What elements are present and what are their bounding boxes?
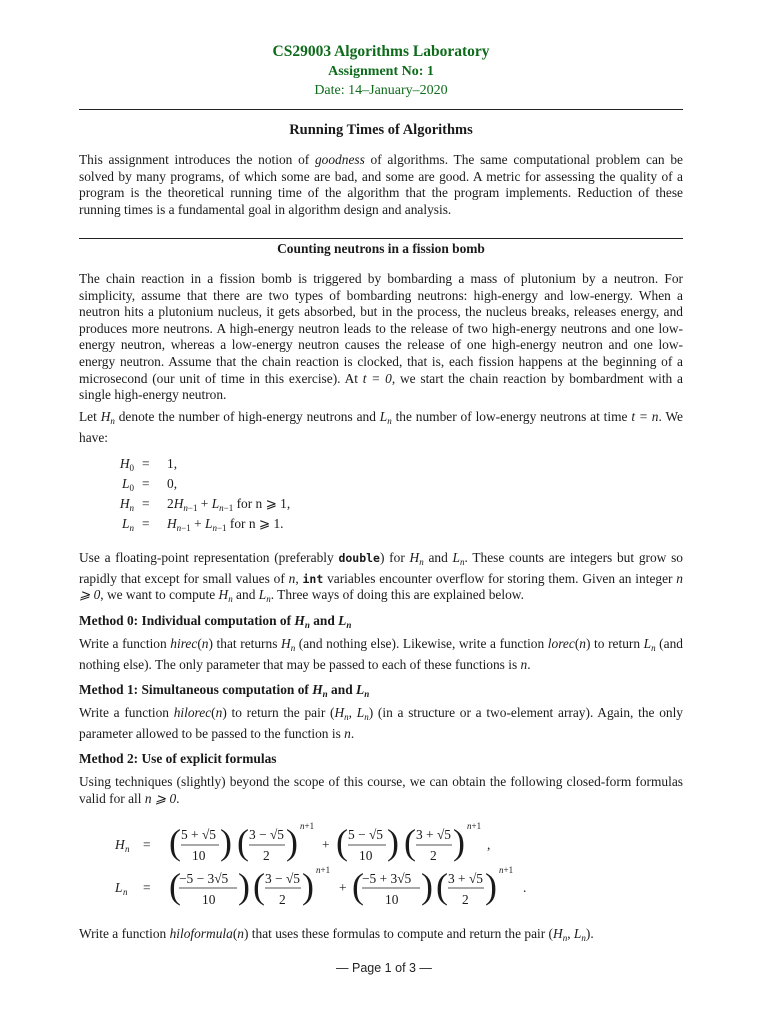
svg-text:=: = <box>143 837 151 852</box>
svg-text:(: ( <box>436 866 448 906</box>
svg-text:): ) <box>387 822 399 862</box>
svg-text:.: . <box>523 880 527 895</box>
svg-text:(: ( <box>336 822 348 862</box>
svg-text:3 + √5: 3 + √5 <box>416 827 451 842</box>
svg-text:(: ( <box>169 822 181 862</box>
assignment-date: Date: 14–January–2020 <box>314 83 448 98</box>
svg-text:−5 + 3√5: −5 + 3√5 <box>362 871 412 886</box>
chain-reaction-paragraph: The chain reaction in a fission bomb is triggered by bombarding a mass of plutonium by a neutron. For simplicity, assume that there are two types of bombarding neutrons: high-energy and low-energy. When a neutron hits a plutonium nucleus, it gets absorbed, but in the process, the nucleus breaks, releases energy, and produces more neutrons. A high-energy neutron leads to the release of two high-energy neutrons and one low-energy neutron, whereas a low-energy neutron causes the release of one high-energy neutron and one low-energy neutron. Assume that the chain reaction is clocked, that is, each fission happens at the beginning of a microsecond (our unit of time in this exercise). At t = 0, we start the chain reaction by bombardment with a single high-energy neutron. <box>79 271 683 403</box>
method2-heading: Method 2: Use of explicit formulas <box>79 751 277 766</box>
svg-text:2: 2 <box>263 848 270 863</box>
svg-text:3 − √5: 3 − √5 <box>265 871 300 886</box>
svg-text:5 − √5: 5 − √5 <box>348 827 383 842</box>
svg-text:): ) <box>453 822 465 862</box>
svg-text:+: + <box>339 880 347 895</box>
closed-form-formulas <box>79 812 683 912</box>
section-title: Counting neutrons in a fission bomb <box>277 241 485 256</box>
svg-text:,: , <box>487 837 491 852</box>
svg-text:(: ( <box>169 866 181 906</box>
svg-text:): ) <box>302 866 314 906</box>
svg-text:): ) <box>220 822 232 862</box>
svg-text:n+1: n+1 <box>316 865 331 875</box>
svg-text:n: n <box>123 887 128 897</box>
course-title: CS29003 Algorithms Laboratory <box>272 43 490 60</box>
svg-text:2: 2 <box>430 848 437 863</box>
svg-text:10: 10 <box>202 892 216 907</box>
svg-text:(: ( <box>404 822 416 862</box>
svg-text:n+1: n+1 <box>499 865 514 875</box>
svg-text:3 + √5: 3 + √5 <box>448 871 483 886</box>
svg-text:L: L <box>115 880 123 895</box>
svg-text:): ) <box>485 866 497 906</box>
svg-text:H: H <box>115 837 125 852</box>
svg-text:10: 10 <box>385 892 399 907</box>
svg-text:+: + <box>322 837 330 852</box>
document-title: Running Times of Algorithms <box>289 122 473 138</box>
method1-paragraph: Write a function hilorec(n) to return the pair ($H_n$, $L_n$) (in a structure or a two-element array). Again, the only parameter allowed to be passed to the function is n. <box>79 705 684 741</box>
method1-heading: Method 1: Simultaneous computation of $H_n$ and $L_n$ <box>79 682 370 699</box>
method0-paragraph: Write a function hirec(n) that returns $H_n$ (and nothing else). Likewise, write a function lorec(n) to return $L_n$ (and nothing else). The only parameter that may be passed to each of these functions is n. <box>79 636 683 672</box>
svg-text:n+1: n+1 <box>300 821 315 831</box>
svg-text:n+1: n+1 <box>467 821 482 831</box>
svg-text:−5 − 3√5: −5 − 3√5 <box>179 871 229 886</box>
svg-text:n: n <box>125 844 130 854</box>
svg-text:10: 10 <box>359 848 373 863</box>
section-rule <box>79 238 683 239</box>
assignment-number: Assignment No: 1 <box>328 64 434 79</box>
svg-text:3 − √5: 3 − √5 <box>249 827 284 842</box>
formula-ln <box>114 865 526 907</box>
svg-text:2: 2 <box>462 892 469 907</box>
svg-text:=: = <box>143 880 151 895</box>
svg-text:): ) <box>238 866 250 906</box>
svg-text:5 + √5: 5 + √5 <box>181 827 216 842</box>
representation-paragraph: Use a floating-point representation (preferably double) for $H_n$ and $L_n$. These counts are integers but grow so rapidly that except for small values of n, int variables encounter overflow for storing them. Given an integer n ⩾ 0, we want to compute $H_n$ and $L_n$. Three ways of doing this are explained below. <box>79 550 683 605</box>
svg-text:): ) <box>286 822 298 862</box>
method0-heading: Method 0: Individual computation of $H_n$ and $L_n$ <box>79 613 352 630</box>
svg-text:(: ( <box>237 822 249 862</box>
svg-text:(: ( <box>253 866 265 906</box>
svg-text:10: 10 <box>192 848 206 863</box>
method2-paragraph: Using techniques (slightly) beyond the scope of this course, we can obtain the following closed-form formulas valid for all n ⩾ 0. <box>79 774 683 806</box>
final-paragraph: Write a function hiloformula(n) that uses these formulas to compute and return the pair ($H_n$, $L_n$). <box>79 926 594 943</box>
page-footer: — Page 1 of 3 — <box>336 961 432 975</box>
definition-paragraph: Let $H_n$ denote the number of high-energy neutrons and $L_n$ the number of low-energy neutrons at time t = n. We have: <box>79 409 683 445</box>
header-rule <box>79 109 683 110</box>
svg-text:(: ( <box>352 866 364 906</box>
intro-paragraph: This assignment introduces the notion of goodness of algorithms. The same computational problem can be solved by many programs, of which some are bad, and some are good. A metric for assessing the quality of a program is the theoretical running time of the algorithm that the program implements. Reduction of these running times is a fundamental goal in algorithm design and analysis. <box>79 152 683 217</box>
svg-text:2: 2 <box>279 892 286 907</box>
svg-text:): ) <box>421 866 433 906</box>
formula-hn <box>114 821 490 863</box>
